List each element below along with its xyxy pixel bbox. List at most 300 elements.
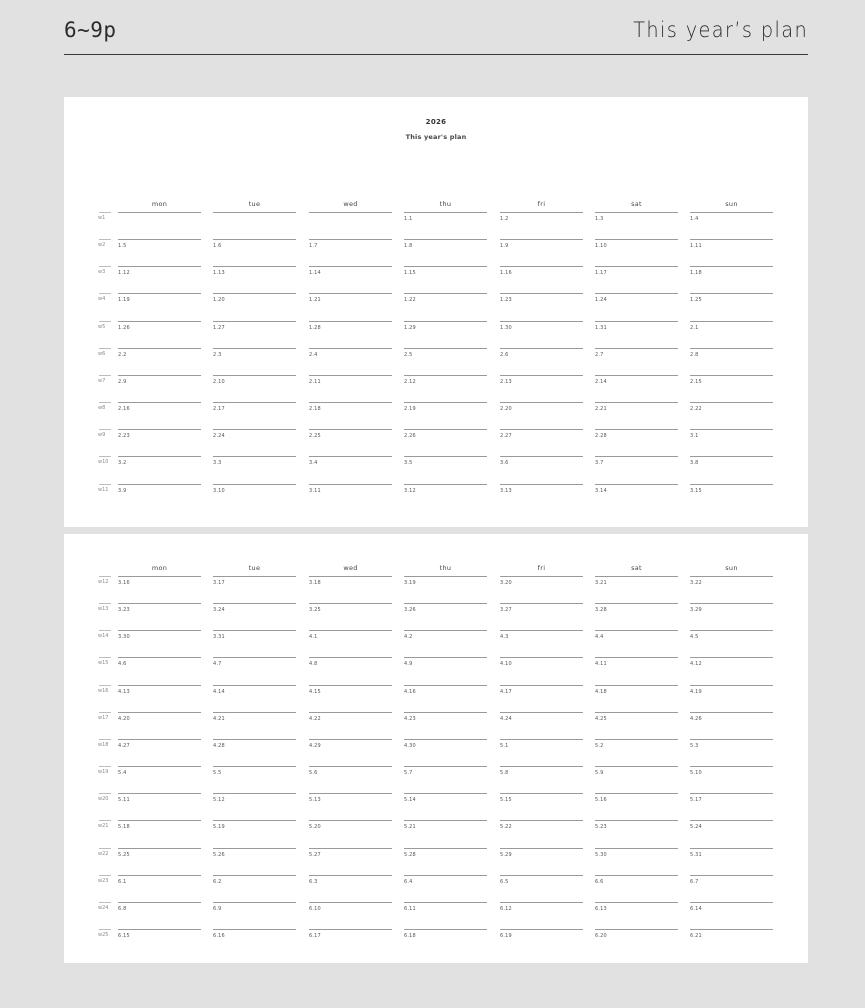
date-label: 1.30 (500, 324, 512, 331)
day-cell-mon[interactable] (118, 766, 201, 793)
week-row (64, 576, 808, 603)
day-cell-wed[interactable] (309, 429, 392, 456)
day-cell-sun[interactable] (690, 484, 773, 511)
day-cell-fri[interactable] (500, 321, 583, 348)
day-cell-mon[interactable] (118, 848, 201, 875)
day-cell-fri[interactable] (500, 484, 583, 511)
date-label: 3.7 (595, 460, 604, 467)
date-label: 1.25 (690, 297, 702, 304)
day-cell-tue[interactable] (213, 293, 296, 320)
day-cell-mon[interactable] (118, 603, 201, 630)
day-cell-sat[interactable] (595, 793, 678, 820)
day-cell-sat[interactable] (595, 848, 678, 875)
day-cell-fri[interactable] (500, 456, 583, 483)
day-cell-thu[interactable] (404, 630, 487, 657)
date-label: 3.14 (595, 487, 607, 494)
day-cell-fri[interactable] (500, 375, 583, 402)
day-cell-mon[interactable] (118, 902, 201, 929)
day-cell-sat[interactable] (595, 820, 678, 847)
date-label: 5.29 (500, 851, 512, 858)
date-label: 5.25 (118, 851, 130, 858)
week-label: w12 (98, 579, 109, 585)
week-divider (99, 266, 111, 267)
day-cell-mon[interactable] (118, 266, 201, 293)
week-divider (99, 685, 111, 686)
day-cell-sat[interactable] (595, 293, 678, 320)
day-cell-sun[interactable] (690, 293, 773, 320)
week-label: w14 (98, 633, 109, 640)
date-label: 3.9 (118, 487, 127, 494)
day-cell-mon[interactable] (118, 429, 201, 456)
day-cell-sun[interactable] (690, 848, 773, 875)
day-cell-fri[interactable] (500, 875, 583, 902)
week-label: w15 (98, 660, 109, 667)
day-cell-thu[interactable] (404, 239, 487, 266)
day-cell-sun[interactable] (690, 212, 773, 239)
day-cell-thu[interactable] (404, 657, 487, 684)
day-cell-wed[interactable] (309, 239, 392, 266)
day-cell-thu[interactable] (404, 348, 487, 375)
day-cell-thu[interactable] (404, 739, 487, 766)
date-label: 1.28 (309, 324, 321, 331)
date-label: 1.6 (213, 243, 222, 250)
week-row (64, 603, 808, 630)
date-label: 3.8 (690, 460, 699, 467)
day-cell-tue[interactable] (213, 685, 296, 712)
day-cell-sun[interactable] (690, 429, 773, 456)
day-cell-wed[interactable] (309, 875, 392, 902)
day-cell-sun[interactable] (690, 375, 773, 402)
day-cell-wed[interactable] (309, 657, 392, 684)
week-divider (99, 657, 111, 658)
day-cell-fri[interactable] (500, 739, 583, 766)
day-cell-wed[interactable] (309, 766, 392, 793)
day-cell-fri[interactable] (500, 630, 583, 657)
day-cell-thu[interactable] (404, 902, 487, 929)
week-row (64, 657, 808, 684)
date-label: 4.28 (213, 742, 225, 749)
day-cell-thu[interactable] (404, 793, 487, 820)
day-header-mon: mon (151, 200, 168, 208)
day-cell-sat[interactable] (595, 402, 678, 429)
day-cell-sat[interactable] (595, 239, 678, 266)
day-header-sun: sun (725, 564, 738, 572)
day-cell-sun[interactable] (690, 239, 773, 266)
day-cell-tue[interactable] (213, 875, 296, 902)
day-cell-wed[interactable] (309, 321, 392, 348)
date-label: 6.5 (500, 878, 509, 885)
day-cell-sat[interactable] (595, 321, 678, 348)
day-cell-sat[interactable] (595, 766, 678, 793)
day-cell-mon[interactable] (118, 402, 201, 429)
day-cell-sun[interactable] (690, 766, 773, 793)
day-cell-fri[interactable] (500, 239, 583, 266)
date-label: 2.14 (595, 378, 607, 385)
date-label: 1.31 (595, 324, 607, 331)
week-divider (99, 766, 111, 767)
week-divider (99, 576, 111, 577)
day-cell-mon[interactable] (118, 630, 201, 657)
day-cell-fri[interactable] (500, 266, 583, 293)
week-row (64, 484, 808, 511)
day-cell-tue[interactable] (213, 630, 296, 657)
date-label: 5.15 (500, 797, 512, 804)
day-cell-thu[interactable] (404, 375, 487, 402)
day-cell-sun[interactable] (690, 929, 773, 956)
day-cell-tue[interactable] (213, 375, 296, 402)
date-label: 1.3 (595, 216, 604, 222)
day-cell-wed[interactable] (309, 456, 392, 483)
day-cell-thu[interactable] (404, 712, 487, 739)
day-cell-fri[interactable] (500, 712, 583, 739)
day-cell-mon[interactable] (118, 239, 201, 266)
date-label: 5.22 (500, 824, 512, 831)
date-label: 5.18 (118, 824, 130, 831)
day-cell-sun[interactable] (690, 739, 773, 766)
day-cell-mon[interactable] (118, 739, 201, 766)
day-cell-thu[interactable] (404, 321, 487, 348)
day-cell-mon[interactable] (118, 348, 201, 375)
day-cell-thu[interactable] (404, 820, 487, 847)
day-cell-wed[interactable] (309, 929, 392, 956)
day-cell-fri[interactable] (500, 348, 583, 375)
week-label: w11 (98, 486, 109, 493)
day-cell-wed[interactable] (309, 266, 392, 293)
day-cell-wed[interactable] (309, 402, 392, 429)
date-label: 1.20 (213, 297, 225, 304)
date-label: 6.20 (595, 932, 607, 939)
day-cell-mon[interactable] (118, 293, 201, 320)
day-cell-mon[interactable] (118, 456, 201, 483)
day-cell-thu[interactable] (404, 484, 487, 511)
day-cell-sat[interactable] (595, 630, 678, 657)
day-header-fri: fri (537, 200, 546, 208)
day-cell-thu[interactable] (404, 875, 487, 902)
day-cell-sun[interactable] (690, 685, 773, 712)
day-cell-mon[interactable] (118, 929, 201, 956)
day-cell-mon[interactable] (118, 820, 201, 847)
date-label: 3.3 (213, 460, 222, 467)
day-cell-sat[interactable] (595, 484, 678, 511)
day-cell-fri[interactable] (500, 848, 583, 875)
date-label: 4.29 (309, 742, 321, 749)
day-cell-tue[interactable] (213, 266, 296, 293)
date-label: 2.1 (690, 324, 699, 331)
day-cell-wed[interactable] (309, 739, 392, 766)
day-cell-fri[interactable] (500, 685, 583, 712)
week-label: w3 (98, 269, 106, 276)
day-header-fri: fri (537, 564, 546, 572)
date-label: 1.14 (309, 270, 321, 277)
date-label: 1.29 (404, 324, 416, 331)
day-cell-mon[interactable] (118, 712, 201, 739)
day-cell-fri[interactable] (500, 212, 583, 239)
date-label: 5.16 (595, 797, 607, 804)
week-label: w16 (98, 687, 109, 694)
day-header-tue: tue (248, 200, 261, 208)
day-cell-wed[interactable] (309, 375, 392, 402)
day-cell-sat[interactable] (595, 739, 678, 766)
day-cell-sun[interactable] (690, 576, 773, 603)
day-cell-mon[interactable] (118, 212, 201, 239)
day-cell-tue[interactable] (213, 929, 296, 956)
date-label: 3.11 (309, 487, 321, 494)
date-label: 5.5 (213, 770, 222, 777)
day-cell-tue[interactable] (213, 239, 296, 266)
date-label: 1.23 (500, 297, 512, 304)
date-label: 6.2 (213, 878, 222, 885)
date-label: 4.14 (213, 688, 225, 695)
date-label: 1.19 (118, 297, 130, 304)
day-cell-mon[interactable] (118, 793, 201, 820)
week-row (64, 375, 808, 402)
date-label: 4.11 (595, 661, 607, 668)
date-label: 6.6 (595, 878, 604, 885)
date-label: 1.1 (404, 216, 413, 222)
day-cell-tue[interactable] (213, 212, 296, 239)
day-cell-wed[interactable] (309, 793, 392, 820)
week-divider (99, 212, 111, 213)
day-cell-tue[interactable] (213, 793, 296, 820)
day-cell-thu[interactable] (404, 456, 487, 483)
day-cell-sat[interactable] (595, 266, 678, 293)
day-cell-mon[interactable] (118, 484, 201, 511)
date-label: 3.4 (309, 460, 318, 467)
date-label: 2.18 (309, 406, 321, 413)
day-cell-thu[interactable] (404, 266, 487, 293)
day-cell-fri[interactable] (500, 576, 583, 603)
date-label: 5.27 (309, 851, 321, 858)
day-cell-sun[interactable] (690, 603, 773, 630)
day-cell-tue[interactable] (213, 739, 296, 766)
day-cell-fri[interactable] (500, 293, 583, 320)
day-cell-mon[interactable] (118, 375, 201, 402)
day-cell-tue[interactable] (213, 456, 296, 483)
date-label: 1.9 (500, 243, 509, 250)
day-header-sat: sat (631, 200, 642, 208)
week-divider (99, 348, 111, 349)
week-divider (99, 875, 111, 876)
day-cell-fri[interactable] (500, 402, 583, 429)
date-label: 4.21 (213, 715, 225, 722)
date-label: 4.17 (500, 688, 512, 695)
day-cell-sat[interactable] (595, 657, 678, 684)
date-label: 6.17 (309, 932, 321, 939)
day-cell-fri[interactable] (500, 766, 583, 793)
day-cell-fri[interactable] (500, 793, 583, 820)
week-row (64, 875, 808, 902)
day-cell-tue[interactable] (213, 321, 296, 348)
week-row (64, 266, 808, 293)
date-label: 2.7 (595, 351, 604, 358)
day-cell-sat[interactable] (595, 348, 678, 375)
planner-title: This year's plan (405, 133, 467, 141)
day-cell-fri[interactable] (500, 929, 583, 956)
week-label: w13 (98, 606, 109, 613)
day-cell-tue[interactable] (213, 712, 296, 739)
day-cell-thu[interactable] (404, 293, 487, 320)
date-label: 2.28 (595, 433, 607, 440)
week-label: w22 (98, 850, 109, 857)
week-row (64, 402, 808, 429)
day-cell-wed[interactable] (309, 212, 392, 239)
date-label: 1.21 (309, 297, 321, 304)
week-label: w25 (98, 931, 109, 938)
day-cell-tue[interactable] (213, 484, 296, 511)
week-row (64, 848, 808, 875)
day-cell-wed[interactable] (309, 712, 392, 739)
day-cell-thu[interactable] (404, 576, 487, 603)
day-cell-tue[interactable] (213, 402, 296, 429)
week-label: w6 (98, 350, 106, 357)
date-label: 5.24 (690, 824, 702, 831)
date-label: 2.8 (690, 351, 699, 358)
day-cell-fri[interactable] (500, 657, 583, 684)
day-cell-wed[interactable] (309, 630, 392, 657)
week-divider (99, 902, 111, 903)
day-cell-sat[interactable] (595, 685, 678, 712)
week-row (64, 902, 808, 929)
day-cell-wed[interactable] (309, 902, 392, 929)
day-cell-sun[interactable] (690, 793, 773, 820)
day-cell-tue[interactable] (213, 657, 296, 684)
date-label: 3.5 (404, 460, 413, 467)
day-cell-sun[interactable] (690, 321, 773, 348)
day-cell-thu[interactable] (404, 929, 487, 956)
day-cell-sun[interactable] (690, 348, 773, 375)
week-label: w7 (98, 377, 106, 384)
day-cell-mon[interactable] (118, 576, 201, 603)
day-cell-thu[interactable] (404, 429, 487, 456)
day-cell-mon[interactable] (118, 685, 201, 712)
day-cell-thu[interactable] (404, 603, 487, 630)
date-label: 1.10 (595, 243, 607, 250)
date-label: 4.16 (404, 688, 416, 695)
day-cell-sat[interactable] (595, 375, 678, 402)
date-label: 4.23 (404, 715, 416, 722)
week-label: w10 (98, 459, 109, 466)
day-cell-sat[interactable] (595, 875, 678, 902)
day-cell-thu[interactable] (404, 402, 487, 429)
week-divider (99, 793, 111, 794)
day-cell-wed[interactable] (309, 484, 392, 511)
day-cell-fri[interactable] (500, 603, 583, 630)
day-cell-sat[interactable] (595, 429, 678, 456)
date-label: 5.11 (118, 797, 130, 804)
date-label: 4.6 (118, 661, 127, 668)
day-cell-wed[interactable] (309, 685, 392, 712)
week-row (64, 239, 808, 266)
date-label: 3.24 (213, 607, 225, 614)
day-cell-sun[interactable] (690, 712, 773, 739)
date-label: 2.5 (404, 351, 413, 358)
day-cell-tue[interactable] (213, 348, 296, 375)
date-label: 2.24 (213, 433, 225, 440)
day-cell-sun[interactable] (690, 402, 773, 429)
week-divider (99, 603, 111, 604)
date-label: 2.15 (690, 378, 702, 385)
day-cell-wed[interactable] (309, 348, 392, 375)
day-cell-fri[interactable] (500, 902, 583, 929)
day-cell-wed[interactable] (309, 820, 392, 847)
day-cell-sun[interactable] (690, 875, 773, 902)
day-cell-tue[interactable] (213, 820, 296, 847)
day-cell-mon[interactable] (118, 321, 201, 348)
day-cell-sun[interactable] (690, 266, 773, 293)
date-label: 1.16 (500, 270, 512, 277)
day-cell-sun[interactable] (690, 630, 773, 657)
date-label: 5.6 (309, 770, 318, 777)
day-cell-thu[interactable] (404, 848, 487, 875)
date-label: 1.2 (500, 216, 509, 222)
week-label: w19 (98, 769, 109, 776)
day-cell-sat[interactable] (595, 712, 678, 739)
day-cell-tue[interactable] (213, 766, 296, 793)
date-label: 5.10 (690, 770, 702, 777)
day-cell-sat[interactable] (595, 456, 678, 483)
date-label: 3.1 (690, 433, 699, 440)
date-label: 3.2 (118, 460, 127, 467)
week-row (64, 293, 808, 320)
day-cell-thu[interactable] (404, 766, 487, 793)
day-cell-sun[interactable] (690, 456, 773, 483)
day-cell-mon[interactable] (118, 657, 201, 684)
time-range-label: 6~9p (64, 18, 117, 42)
day-cell-tue[interactable] (213, 902, 296, 929)
week-label: w5 (98, 323, 106, 330)
date-label: 4.2 (404, 634, 413, 641)
date-label: 2.6 (500, 351, 509, 358)
day-cell-sun[interactable] (690, 902, 773, 929)
day-cell-sat[interactable] (595, 929, 678, 956)
header-title: This year’s plan (633, 18, 808, 42)
day-cell-wed[interactable] (309, 848, 392, 875)
day-cell-thu[interactable] (404, 212, 487, 239)
date-label: 1.13 (213, 270, 225, 277)
date-label: 5.13 (309, 797, 321, 804)
week-row (64, 766, 808, 793)
day-cell-sat[interactable] (595, 603, 678, 630)
day-cell-sun[interactable] (690, 657, 773, 684)
day-cell-sun[interactable] (690, 820, 773, 847)
day-cell-wed[interactable] (309, 576, 392, 603)
day-cell-mon[interactable] (118, 875, 201, 902)
day-cell-fri[interactable] (500, 429, 583, 456)
date-label: 4.8 (309, 661, 318, 668)
week-divider (99, 456, 111, 457)
date-label: 2.13 (500, 378, 512, 385)
date-label: 6.10 (309, 905, 321, 912)
day-cell-tue[interactable] (213, 848, 296, 875)
day-header-tue: tue (248, 564, 261, 572)
day-cell-sat[interactable] (595, 902, 678, 929)
date-label: 6.13 (595, 905, 607, 912)
day-cell-wed[interactable] (309, 603, 392, 630)
day-cell-tue[interactable] (213, 576, 296, 603)
day-cell-tue[interactable] (213, 603, 296, 630)
day-cell-sat[interactable] (595, 212, 678, 239)
week-row (64, 793, 808, 820)
week-divider (99, 630, 111, 631)
day-cell-thu[interactable] (404, 685, 487, 712)
day-cell-tue[interactable] (213, 429, 296, 456)
day-cell-fri[interactable] (500, 820, 583, 847)
date-label: 5.20 (309, 824, 321, 831)
week-row (64, 685, 808, 712)
day-cell-sat[interactable] (595, 576, 678, 603)
day-cell-wed[interactable] (309, 293, 392, 320)
date-label: 3.19 (404, 580, 416, 586)
